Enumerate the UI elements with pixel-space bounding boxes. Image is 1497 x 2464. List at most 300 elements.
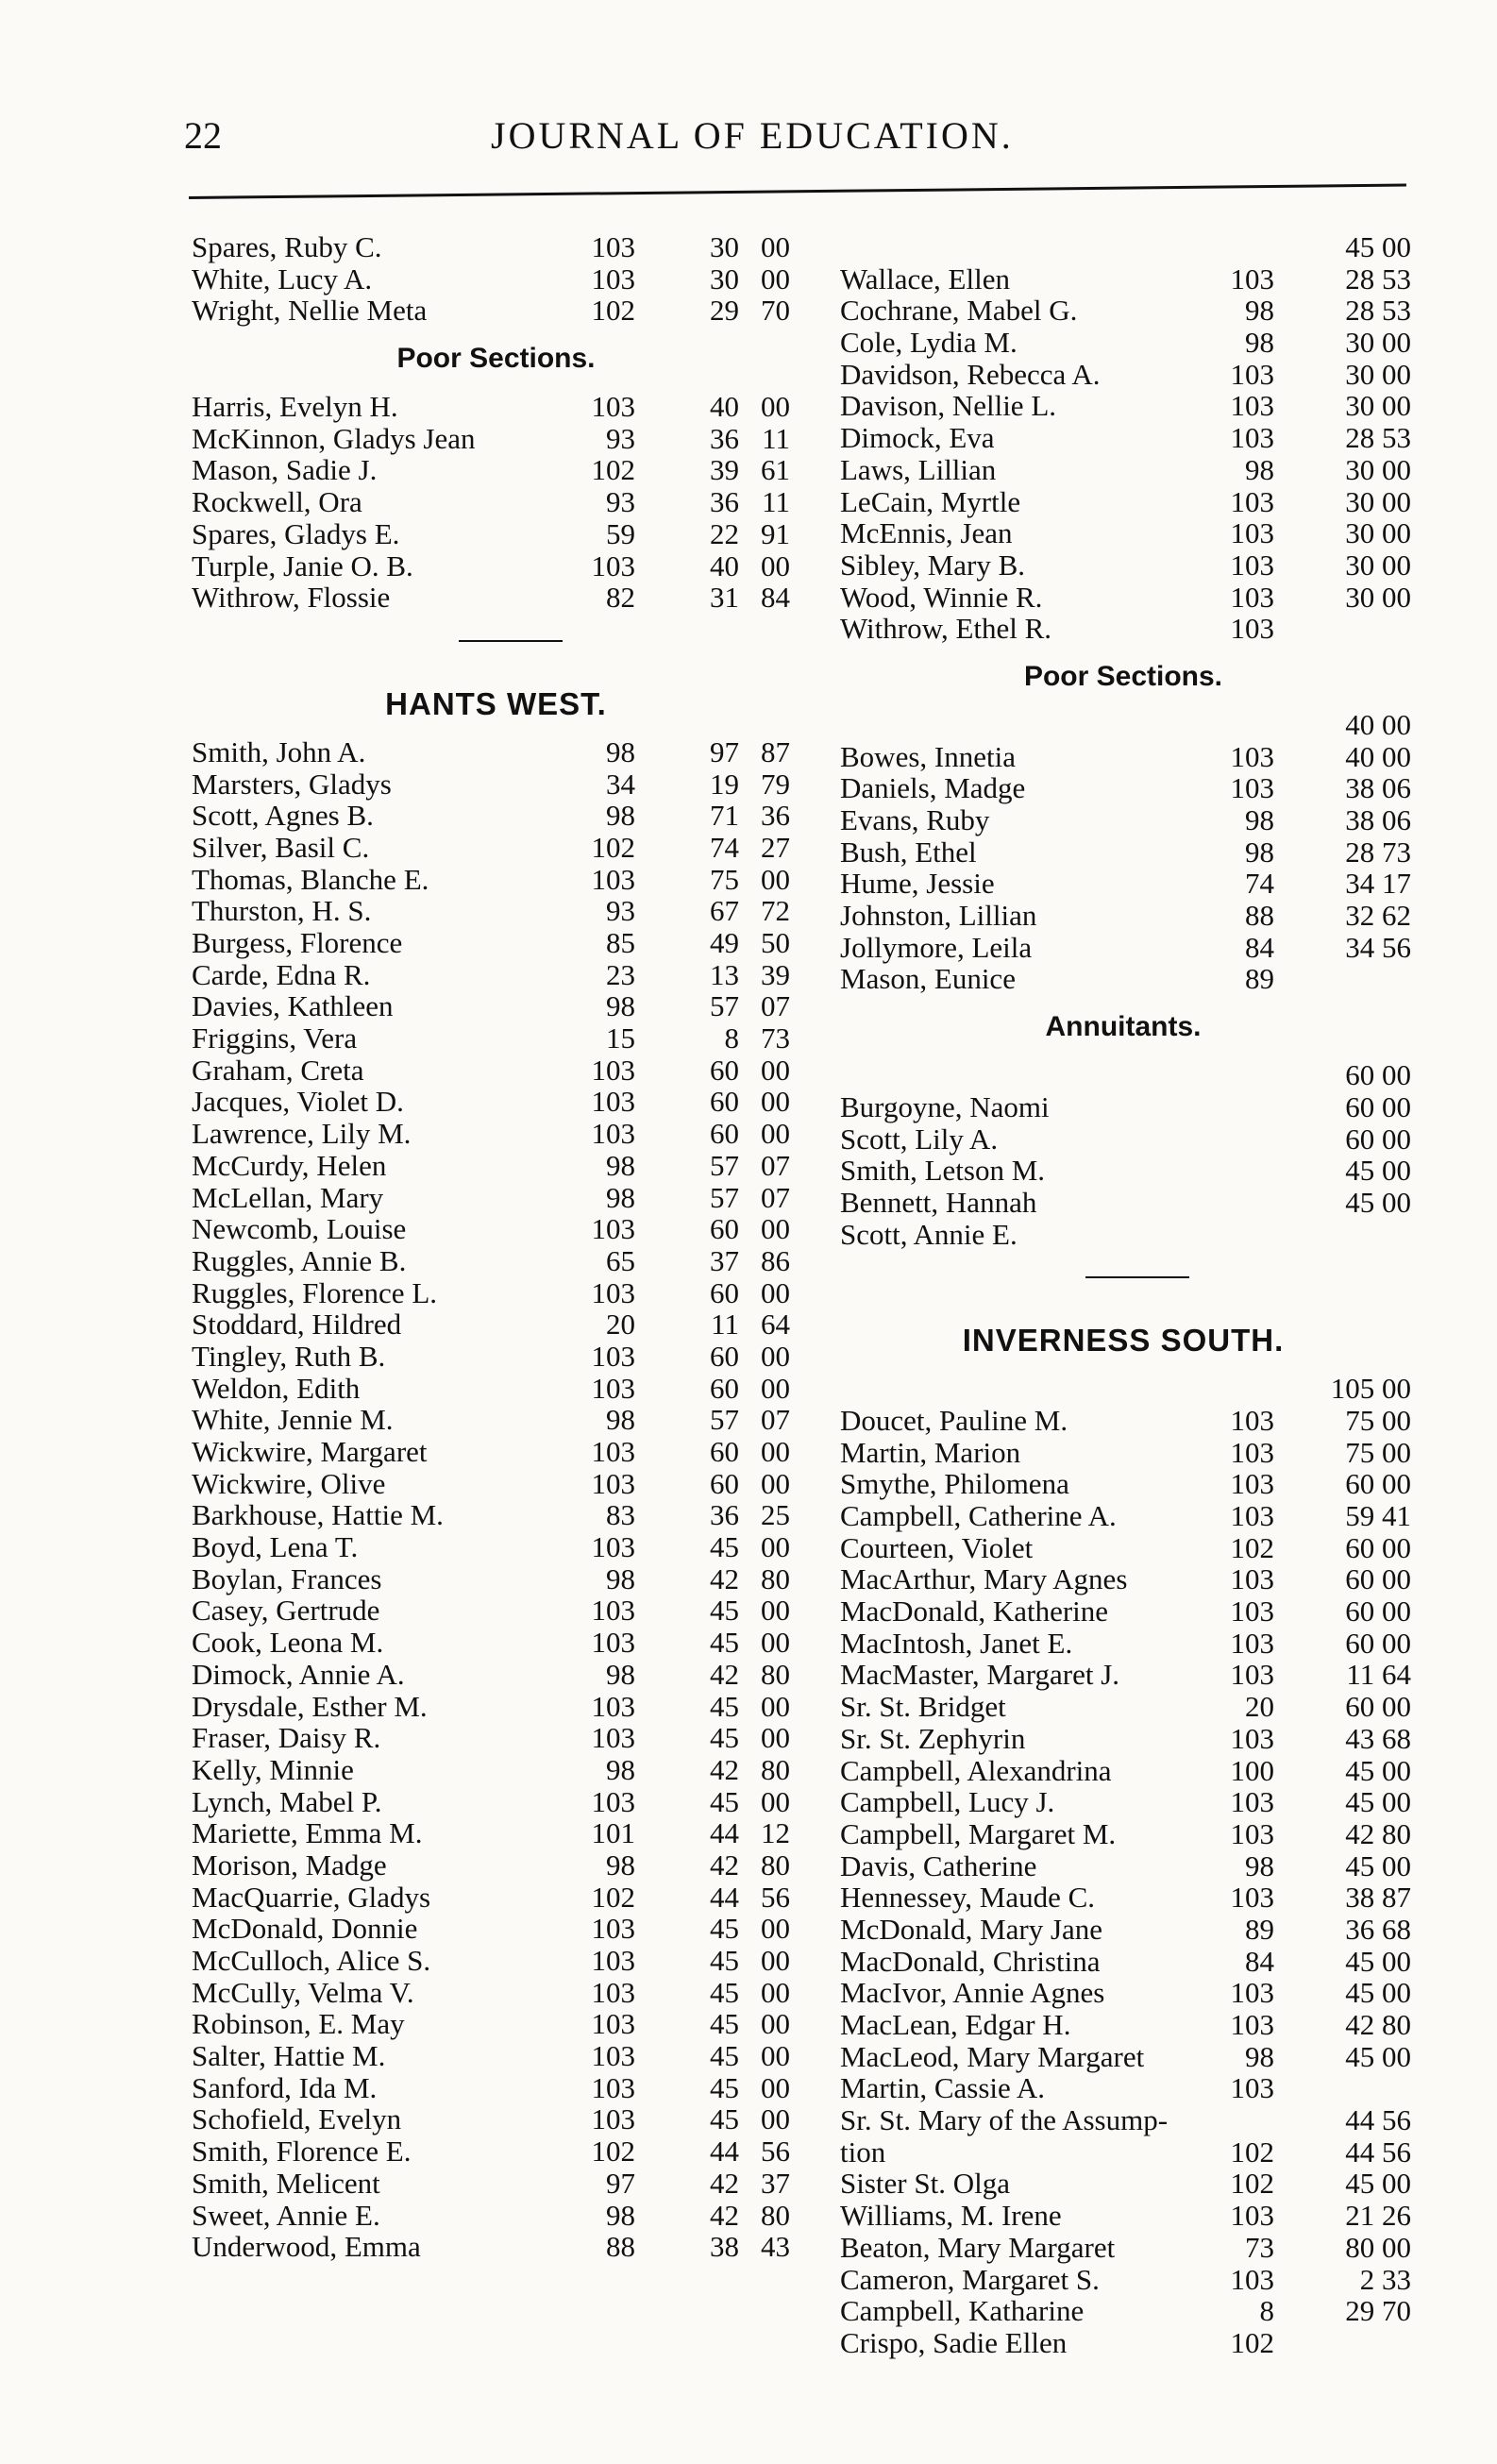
grant-dollars: 45 <box>710 1784 739 1818</box>
enrolment-value: 103 <box>1230 2008 1274 2041</box>
right-top-list <box>840 230 1411 646</box>
grant-cents: 00 <box>761 1466 790 1500</box>
grant-dollars: 60 <box>710 1435 739 1468</box>
enrolment-value: 98 <box>606 1403 635 1437</box>
table-row <box>192 1659 800 1691</box>
table-row <box>840 1154 1411 1188</box>
teacher-name: Wood, Winnie R. <box>840 580 1043 614</box>
enrolment-value: 98 <box>1245 326 1274 360</box>
enrolment-value: 8 <box>1259 2294 1274 2328</box>
table-row <box>192 768 800 801</box>
table-row <box>192 391 800 423</box>
enrolment-value: 103 <box>1230 2199 1274 2233</box>
enrolment-value: 93 <box>606 485 635 519</box>
grant-amount: 60 00 <box>1345 1058 1411 1092</box>
table-row <box>840 1881 1411 1915</box>
grant-amount: 30 00 <box>1345 326 1411 360</box>
enrolment-value: 103 <box>591 262 635 295</box>
enrolment-value: 88 <box>606 2230 635 2264</box>
grant-amount: 75 00 <box>1345 1403 1411 1437</box>
enrolment-value: 103 <box>1230 1721 1274 1755</box>
teacher-name: MacLeod, Mary Margaret <box>840 2039 1145 2073</box>
grant-amount: 45 00 <box>1345 1785 1411 1819</box>
enrolment-value: 103 <box>1230 1499 1274 1532</box>
enrolment-value: 23 <box>606 957 635 991</box>
table-row <box>192 1150 800 1182</box>
teacher-name: Jacques, Violet D. <box>192 1085 404 1119</box>
enrolment-value: 103 <box>1230 1816 1274 1850</box>
teacher-name: Crispo, Sadie Ellen <box>840 2325 1068 2359</box>
table-row <box>840 835 1411 869</box>
teacher-name: McLellan, Mary <box>192 1180 384 1214</box>
grant-dollars: 29 <box>710 294 739 328</box>
teacher-name: MacIvor, Annie Agnes <box>840 1976 1105 2010</box>
teacher-name: Daniels, Madge <box>840 771 1026 805</box>
grant-amount: 32 62 <box>1345 899 1411 933</box>
grant-cents: 07 <box>761 989 790 1023</box>
teacher-name: Tingley, Ruth B. <box>192 1339 386 1373</box>
teacher-name: Ruggles, Florence L. <box>192 1275 438 1309</box>
table-row <box>840 580 1411 614</box>
grant-dollars: 74 <box>710 830 739 864</box>
table-row <box>840 1848 1411 1882</box>
teacher-name: Lynch, Mabel P. <box>192 1784 382 1818</box>
grant-dollars: 60 <box>710 1466 739 1500</box>
teacher-name: MacMaster, Margaret J. <box>840 1658 1120 1692</box>
enrolment-value: 103 <box>1230 262 1274 295</box>
grant-dollars: 44 <box>710 2135 739 2169</box>
table-row <box>192 1373 800 1405</box>
grant-dollars: 60 <box>710 1117 739 1151</box>
enrolment-value: 98 <box>606 1148 635 1182</box>
grant-dollars: 57 <box>710 1148 739 1182</box>
grant-dollars: 60 <box>710 1275 739 1309</box>
teacher-name: Campbell, Margaret M. <box>840 1816 1117 1850</box>
table-row <box>840 1089 1411 1123</box>
grant-dollars: 45 <box>710 1912 739 1946</box>
grant-cents: 80 <box>761 1561 790 1595</box>
grant-amount: 60 00 <box>1345 1626 1411 1660</box>
grant-dollars: 39 <box>710 453 739 487</box>
grant-dollars: 44 <box>710 1880 739 1914</box>
table-row <box>840 771 1411 805</box>
table-row <box>840 930 1411 964</box>
table-row <box>192 1882 800 1914</box>
grant-amount: 30 00 <box>1345 516 1411 550</box>
enrolment-value: 85 <box>606 926 635 959</box>
grant-cents: 86 <box>761 1243 790 1277</box>
table-row <box>192 800 800 832</box>
table-row <box>192 1213 800 1245</box>
table-row <box>192 1308 800 1341</box>
grant-amount: 30 00 <box>1345 389 1411 423</box>
grant-amount: 28 73 <box>1345 835 1411 869</box>
teacher-name: Williams, M. Irene <box>840 2199 1062 2233</box>
enrolment-value: 84 <box>1245 930 1274 964</box>
section-heading-poor-sections: Poor Sections. <box>396 343 596 375</box>
grant-cents: 00 <box>761 1689 790 1723</box>
teacher-name: Davis, Catherine <box>840 1848 1037 1882</box>
enrolment-value: 89 <box>1245 1912 1274 1946</box>
teacher-name: Davidson, Rebecca A. <box>840 357 1101 391</box>
table-row <box>192 2040 800 2072</box>
grant-amount: 38 87 <box>1345 1881 1411 1915</box>
teacher-name: Cook, Leona M. <box>192 1626 384 1660</box>
section-divider <box>192 614 800 672</box>
teacher-name: Scott, Lily A. <box>840 1122 999 1156</box>
grant-cents: 07 <box>761 1180 790 1214</box>
table-row <box>840 1690 1411 1724</box>
table-row <box>840 389 1411 423</box>
table-row <box>192 1022 800 1055</box>
table-row <box>192 582 800 614</box>
grant-dollars: 60 <box>710 1085 739 1119</box>
enrolment-value: 98 <box>606 1657 635 1691</box>
table-row <box>840 1122 1411 1156</box>
teacher-name: Martin, Cassie A. <box>840 2071 1045 2105</box>
teacher-name: Campbell, Katharine <box>840 2294 1085 2328</box>
grant-dollars: 45 <box>710 2102 739 2136</box>
grant-dollars: 13 <box>710 957 739 991</box>
teacher-name: Friggins, Vera <box>192 1021 358 1055</box>
teacher-name: White, Jennie M. <box>192 1403 394 1437</box>
enrolment-value: 103 <box>591 2007 635 2041</box>
table-row <box>840 1185 1411 1219</box>
table-row <box>840 2167 1411 2201</box>
table-row <box>192 1977 800 2009</box>
grant-amount: 28 53 <box>1345 421 1411 455</box>
enrolment-value: 103 <box>591 1912 635 1946</box>
enrolment-value: 103 <box>591 1784 635 1818</box>
grant-dollars: 57 <box>710 989 739 1023</box>
teacher-name: Mariette, Emma M. <box>192 1816 423 1850</box>
table-row <box>192 454 800 486</box>
table-row <box>192 1595 800 1627</box>
table-row <box>192 2200 800 2232</box>
teacher-name: Barkhouse, Hattie M. <box>192 1498 444 1532</box>
enrolment-value: 34 <box>606 767 635 801</box>
table-row <box>840 2294 1411 2328</box>
grant-dollars: 45 <box>710 1530 739 1564</box>
grant-amount: 30 00 <box>1345 548 1411 582</box>
grant-dollars: 40 <box>710 390 739 424</box>
teacher-name: Schofield, Evelyn <box>192 2102 402 2136</box>
table-row <box>192 2168 800 2200</box>
grant-amount: 60 00 <box>1345 1122 1411 1156</box>
grant-cents: 43 <box>761 2230 790 2264</box>
grant-dollars: 8 <box>724 1021 739 1055</box>
grant-cents: 07 <box>761 1403 790 1437</box>
table-row <box>840 1816 1411 1850</box>
teacher-name: Evans, Ruby <box>840 803 990 836</box>
grant-amount: 45 00 <box>1345 1154 1411 1188</box>
teacher-name: Ruggles, Annie B. <box>192 1243 407 1277</box>
enrolment-value: 103 <box>1230 1658 1274 1692</box>
table-row <box>840 1912 1411 1946</box>
teacher-name: Marsters, Gladys <box>192 767 392 801</box>
teacher-name: Sr. St. Bridget <box>840 1690 1006 1724</box>
teacher-name: Sibley, Mary B. <box>840 548 1026 582</box>
teacher-name: Wright, Nellie Meta <box>192 294 428 328</box>
grant-amount: 28 53 <box>1345 262 1411 295</box>
enrolment-value: 103 <box>591 2039 635 2073</box>
teacher-name: MacDonald, Katherine <box>840 1595 1109 1629</box>
grant-dollars: 75 <box>710 862 739 896</box>
grant-dollars: 57 <box>710 1180 739 1214</box>
grant-dollars: 42 <box>710 1657 739 1691</box>
grant-amount: 60 00 <box>1345 1562 1411 1596</box>
enrolment-value: 98 <box>1245 1848 1274 1882</box>
grant-cents: 00 <box>761 1975 790 2009</box>
teacher-name: Cole, Lydia M. <box>840 326 1018 360</box>
enrolment-value: 102 <box>1230 2135 1274 2169</box>
grant-dollars: 42 <box>710 1752 739 1786</box>
table-row <box>192 518 800 550</box>
table-row <box>840 516 1411 550</box>
teacher-name: Withrow, Ethel R. <box>840 612 1052 646</box>
grant-cents: 00 <box>761 1053 790 1087</box>
enrolment-value: 103 <box>591 1212 635 1246</box>
grant-dollars: 36 <box>710 485 739 519</box>
table-row <box>840 294 1411 328</box>
grant-cents: 00 <box>761 1371 790 1405</box>
table-row <box>840 2072 1406 2104</box>
grant-cents: 07 <box>761 1148 790 1182</box>
enrolment-value: 74 <box>1245 867 1274 901</box>
section-heading-hants-west: HANTS WEST. <box>385 685 607 721</box>
table-row <box>840 867 1411 901</box>
teacher-name: Campbell, Lucy J. <box>840 1785 1055 1819</box>
grant-dollars: 42 <box>710 1848 739 1882</box>
enrolment-value: 103 <box>591 1371 635 1405</box>
teacher-name: Bennett, Hannah <box>840 1185 1037 1219</box>
enrolment-value: 98 <box>606 1752 635 1786</box>
enrolment-value: 103 <box>591 390 635 424</box>
grant-cents: 36 <box>761 799 790 833</box>
grant-cents: 00 <box>761 2070 790 2104</box>
table-row <box>192 1055 800 1087</box>
table-row <box>192 1277 800 1309</box>
teacher-name: Davison, Nellie L. <box>840 389 1057 423</box>
grant-cents: 27 <box>761 830 790 864</box>
enrolment-value: 73 <box>1245 2230 1274 2264</box>
teacher-name: McDonald, Mary Jane <box>840 1912 1103 1946</box>
teacher-name: Robinson, E. May <box>192 2007 405 2041</box>
grant-amount: 45 00 <box>1345 230 1411 263</box>
grant-cents: 00 <box>761 2007 790 2041</box>
teacher-name: White, Lucy A. <box>192 262 373 295</box>
teacher-name: McCulloch, Alice S. <box>192 1944 431 1977</box>
table-row <box>192 231 800 263</box>
grant-cents: 50 <box>761 926 790 959</box>
table-row <box>192 990 800 1022</box>
enrolment-value: 103 <box>591 2070 635 2104</box>
enrolment-value: 103 <box>1230 771 1274 805</box>
grant-dollars: 42 <box>710 2166 739 2200</box>
table-row <box>192 1341 800 1373</box>
table-row <box>192 1786 800 1818</box>
grant-cents: 37 <box>761 2166 790 2200</box>
table-row <box>192 1468 800 1500</box>
grant-amount: 45 00 <box>1345 1976 1411 2010</box>
grant-amount: 29 70 <box>1345 2294 1411 2328</box>
grant-dollars: 57 <box>710 1403 739 1437</box>
teacher-name: McKinnon, Gladys Jean <box>192 421 476 455</box>
grant-dollars: 97 <box>710 734 739 768</box>
enrolment-value: 103 <box>591 1053 635 1087</box>
grant-cents: 00 <box>761 1626 790 1660</box>
table-row <box>840 1467 1411 1501</box>
teacher-name: Boylan, Frances <box>192 1561 382 1595</box>
enrolment-value: 103 <box>1230 1467 1274 1501</box>
left-hants-list <box>192 736 800 2263</box>
grant-cents: 39 <box>761 957 790 991</box>
enrolment-value: 103 <box>591 1626 635 1660</box>
grant-amount: 36 68 <box>1345 1912 1411 1946</box>
table-row <box>840 1658 1411 1692</box>
teacher-name: Rockwell, Ora <box>192 485 362 519</box>
teacher-name: Laws, Lillian <box>840 452 997 486</box>
table-row <box>192 1945 800 1977</box>
grant-amount: 40 00 <box>1345 707 1411 741</box>
teacher-name: Cochrane, Mabel G. <box>840 294 1078 328</box>
grant-cents: 00 <box>761 1435 790 1468</box>
grant-cents: 91 <box>761 516 790 550</box>
table-row <box>192 1531 800 1563</box>
grant-cents: 00 <box>761 230 790 263</box>
grant-cents: 00 <box>761 1944 790 1977</box>
grant-cents: 80 <box>761 1848 790 1882</box>
teacher-name: Turple, Janie O. B. <box>192 548 413 582</box>
enrolment-value: 103 <box>1230 548 1274 582</box>
grant-dollars: 44 <box>710 1816 739 1850</box>
grant-amount: 60 00 <box>1345 1089 1411 1123</box>
enrolment-value: 103 <box>591 2102 635 2136</box>
enrolment-value: 103 <box>591 1594 635 1628</box>
enrolment-value: 103 <box>1230 1562 1274 1596</box>
enrolment-value: 98 <box>606 1180 635 1214</box>
grant-dollars: 60 <box>710 1339 739 1373</box>
table-row <box>840 2103 1411 2137</box>
table-row <box>192 959 800 991</box>
enrolment-value: 103 <box>1230 484 1274 518</box>
grant-dollars: 45 <box>710 1975 739 2009</box>
teacher-name: Johnston, Lillian <box>840 899 1037 933</box>
enrolment-value: 83 <box>606 1498 635 1532</box>
grant-dollars: 67 <box>710 894 739 928</box>
enrolment-value: 98 <box>1245 803 1274 836</box>
grant-dollars: 22 <box>710 516 739 550</box>
grant-dollars: 11 <box>711 1308 739 1342</box>
enrolment-value: 103 <box>591 230 635 263</box>
grant-cents: 72 <box>761 894 790 928</box>
table-row <box>840 2262 1411 2296</box>
enrolment-value: 98 <box>1245 2039 1274 2073</box>
teacher-name: Scott, Annie E. <box>840 1217 1018 1251</box>
grant-dollars: 45 <box>710 1944 739 1977</box>
grant-dollars: 60 <box>710 1053 739 1087</box>
enrolment-value: 103 <box>1230 1595 1274 1629</box>
teacher-name: Sister St. Olga <box>840 2167 1010 2201</box>
table-row <box>840 739 1411 773</box>
teacher-name: Spares, Ruby C. <box>192 230 382 263</box>
enrolment-value: 103 <box>1230 580 1274 614</box>
teacher-name: MacIntosh, Janet E. <box>840 1626 1073 1660</box>
grant-amount: 45 00 <box>1345 1848 1411 1882</box>
grant-dollars: 42 <box>710 1561 739 1595</box>
grant-amount: 30 00 <box>1345 452 1411 486</box>
teacher-name: Jollymore, Leila <box>840 930 1033 964</box>
teacher-name: Sr. St. Mary of the Assump- <box>840 2103 1169 2137</box>
teacher-name: MacDonald, Christina <box>840 1944 1101 1978</box>
table-row <box>840 2008 1411 2041</box>
teacher-name: MacQuarrie, Gladys <box>192 1880 431 1914</box>
table-row <box>192 2103 800 2135</box>
table-row <box>192 1817 800 1849</box>
teacher-name: Martin, Marion <box>840 1435 1021 1469</box>
grant-amount: 30 00 <box>1345 484 1411 518</box>
grant-amount: 42 80 <box>1345 2008 1411 2041</box>
teacher-name: Harris, Evelyn H. <box>192 390 398 424</box>
teacher-name: Hume, Jessie <box>840 867 995 901</box>
teacher-name: Spares, Gladys E. <box>192 516 400 550</box>
enrolment-value: 98 <box>606 734 635 768</box>
enrolment-value: 103 <box>1230 357 1274 391</box>
enrolment-value: 65 <box>606 1243 635 1277</box>
enrolment-value: 59 <box>606 516 635 550</box>
grant-cents: 84 <box>761 581 790 615</box>
table-row <box>192 736 800 768</box>
grant-cents: 00 <box>761 1117 790 1151</box>
enrolment-value: 103 <box>1230 516 1274 550</box>
table-row <box>192 1245 800 1277</box>
teacher-name: McCully, Velma V. <box>192 1975 414 2009</box>
table-row <box>192 295 800 327</box>
table-row <box>840 1219 1406 1251</box>
grant-amount: 44 56 <box>1345 2103 1411 2137</box>
teacher-name: Carde, Edna R. <box>192 957 371 991</box>
table-row <box>192 263 800 295</box>
table-row <box>192 1118 800 1150</box>
grant-dollars: 45 <box>710 1689 739 1723</box>
enrolment-value: 98 <box>1245 835 1274 869</box>
grant-dollars: 42 <box>710 2198 739 2232</box>
teacher-name: Kelly, Minnie <box>192 1752 354 1786</box>
table-row <box>840 230 1411 263</box>
grant-amount: 40 00 <box>1345 739 1411 773</box>
teacher-name: Thomas, Blanche E. <box>192 862 429 896</box>
grant-cents: 12 <box>761 1816 790 1850</box>
grant-cents: 11 <box>762 421 790 455</box>
grant-cents: 00 <box>761 1721 790 1755</box>
grant-cents: 11 <box>762 485 790 519</box>
table-row <box>840 2230 1411 2264</box>
teacher-name: MacLean, Edgar H. <box>840 2008 1071 2041</box>
enrolment-value: 103 <box>591 548 635 582</box>
grant-amount: 45 00 <box>1345 1944 1411 1978</box>
teacher-name: Fraser, Daisy R. <box>192 1721 381 1755</box>
enrolment-value: 103 <box>591 1975 635 2009</box>
table-row <box>192 2008 800 2040</box>
enrolment-value: 101 <box>591 1816 635 1850</box>
grant-amount: 80 00 <box>1345 2230 1411 2264</box>
grant-amount: 44 56 <box>1345 2135 1411 2169</box>
grant-amount: 60 00 <box>1345 1467 1411 1501</box>
table-row <box>840 2135 1411 2169</box>
enrolment-value: 102 <box>1230 2325 1274 2359</box>
table-row <box>192 1691 800 1723</box>
teacher-name: Burgoyne, Naomi <box>840 1089 1050 1123</box>
